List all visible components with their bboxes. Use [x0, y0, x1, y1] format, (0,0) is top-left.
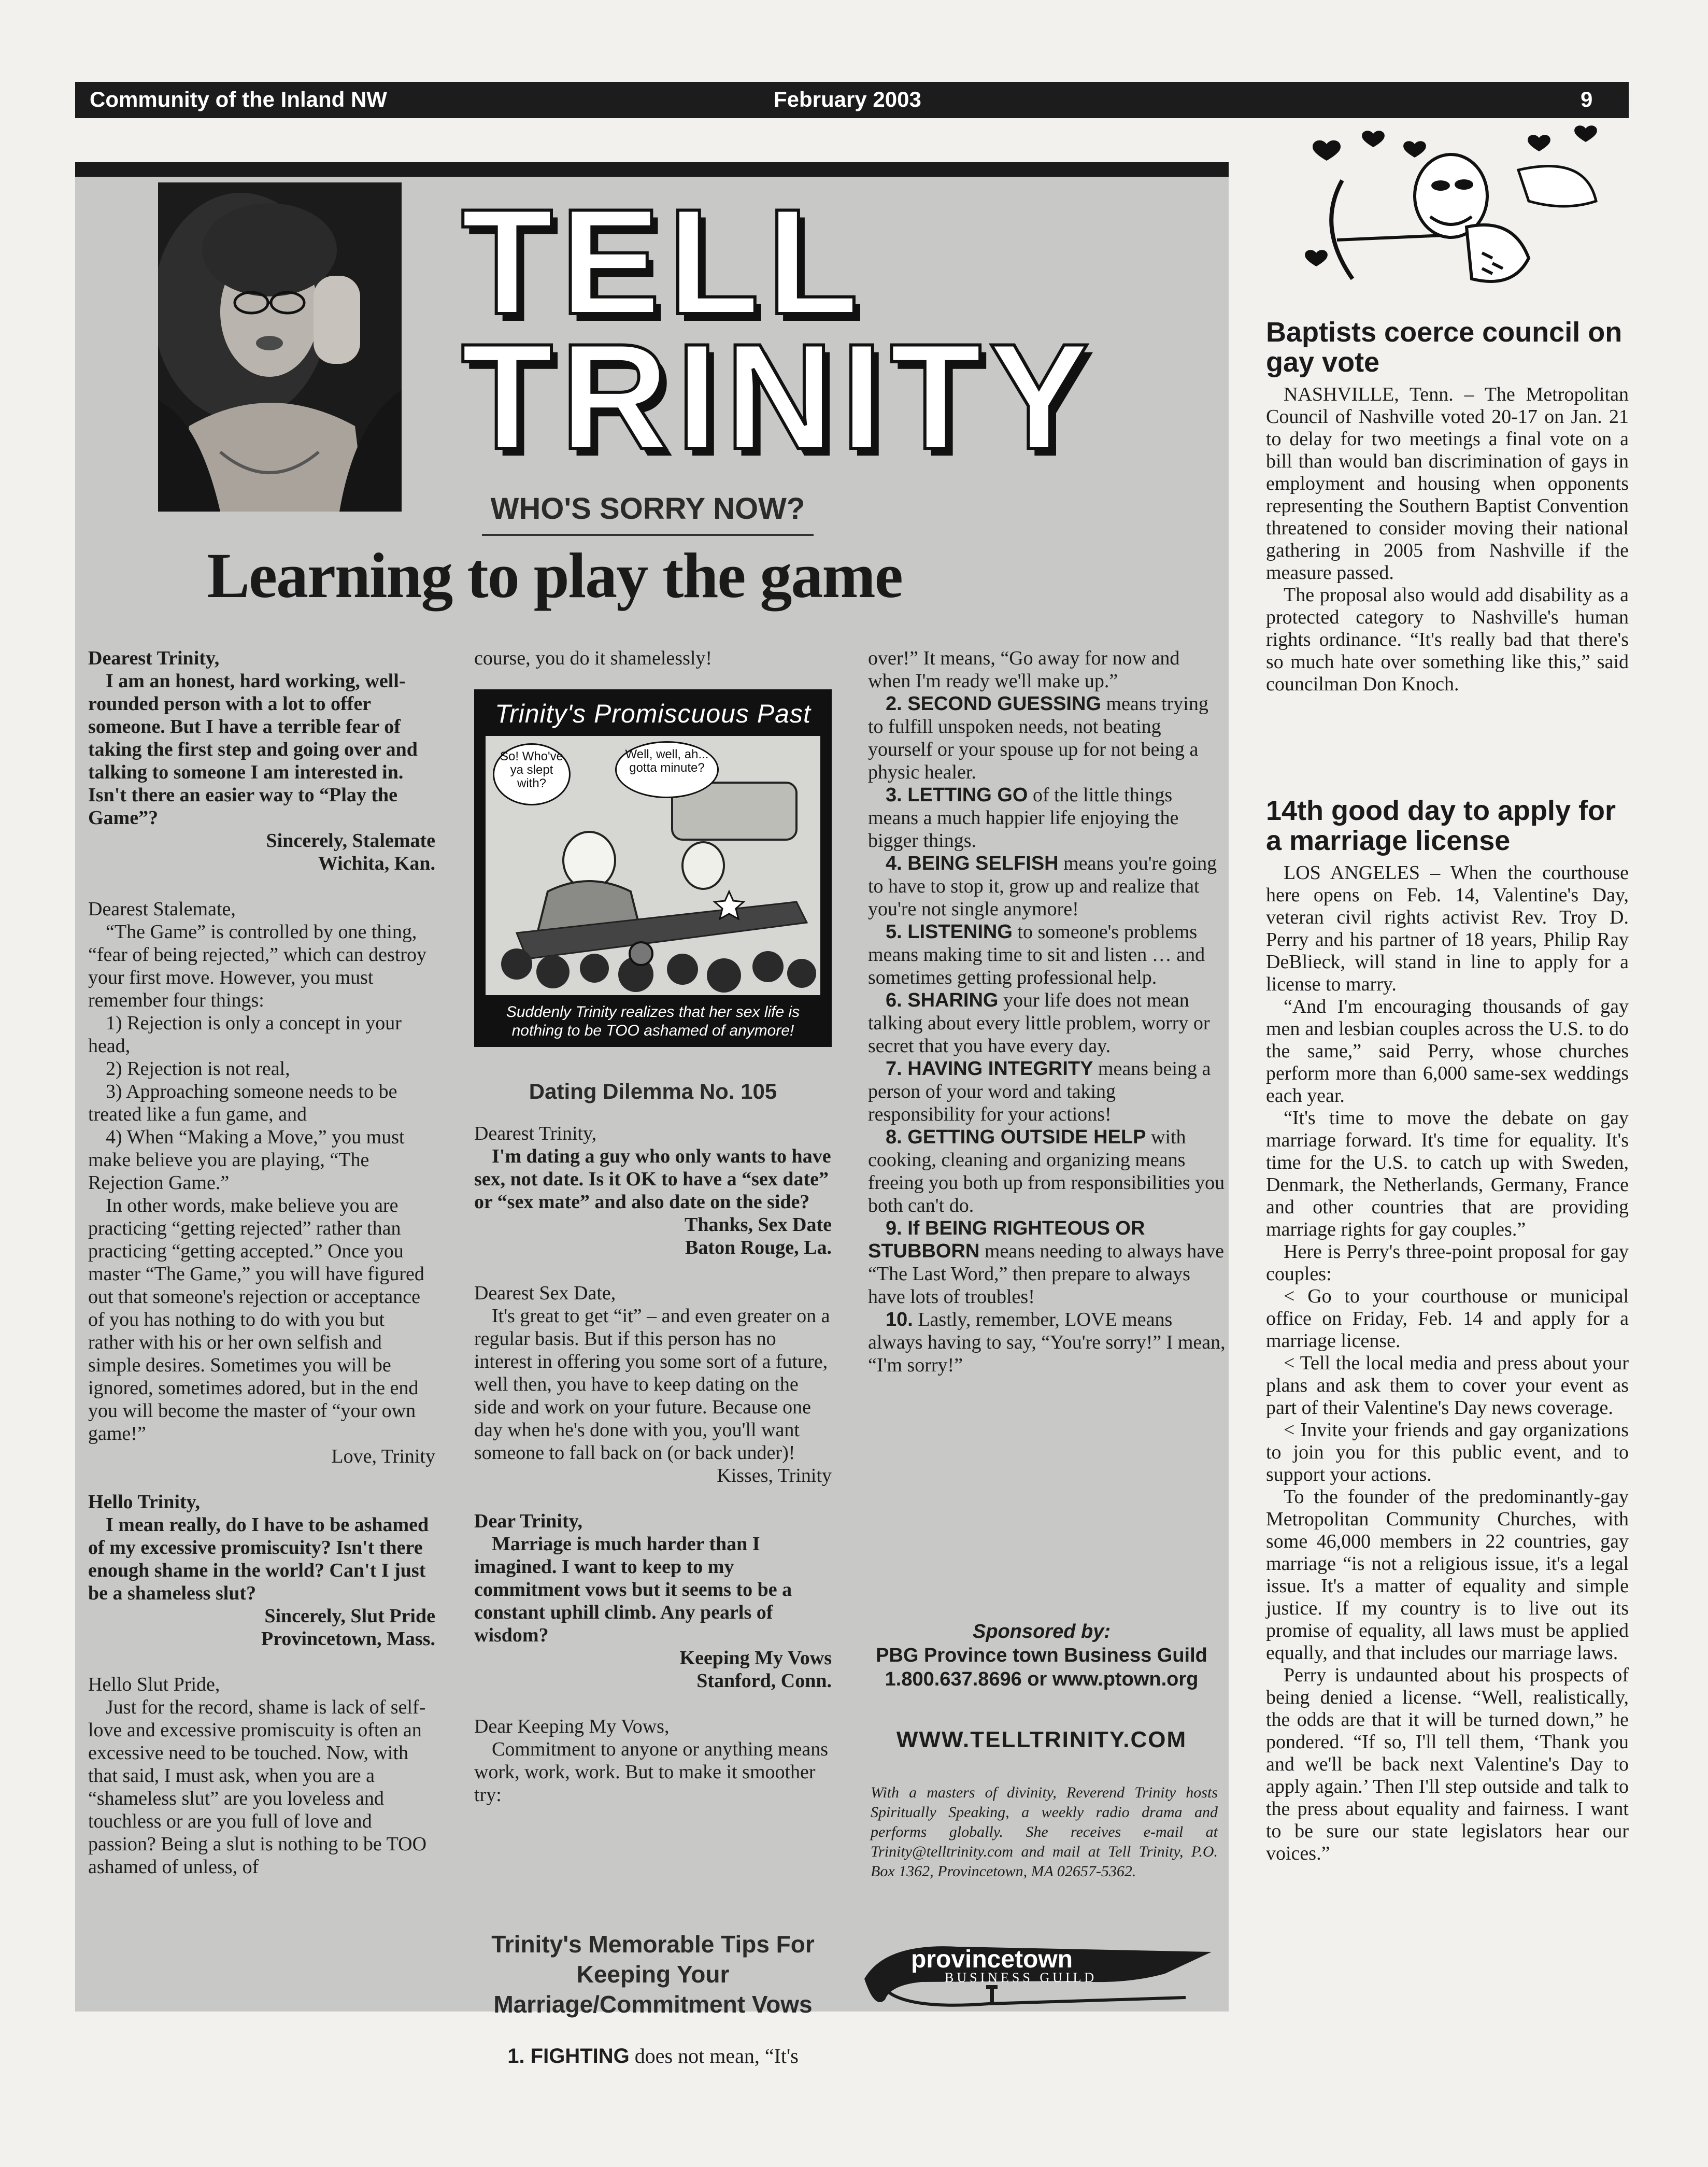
- reply-paragraph: Commitment to anyone or anything means work, work, work. But to make it smoother try:: [474, 1738, 829, 1806]
- letter-location: Baton Rouge, La.: [685, 1237, 832, 1258]
- tip-lead: 2. SECOND GUESSING: [886, 693, 1101, 715]
- letter-greeting: Dear Trinity,: [474, 1510, 582, 1532]
- speech-bubble: So! Who've ya slept with?: [493, 743, 571, 805]
- tip-item: [868, 1126, 1226, 1217]
- tip-text: to someone's problems means making time to sit and listen … and sometimes getting professional help.: [868, 921, 1205, 988]
- tip-lead: 9. If BEING RIGHTEOUS OR STUBBORN: [868, 1217, 1145, 1262]
- letter-location: Stanford, Conn.: [696, 1670, 832, 1692]
- column-3: [868, 647, 1226, 1377]
- tip-text: means you're going to have to stop it, grow up and realize that you're not single anymore!: [868, 853, 1217, 920]
- trinity-portrait-image: [158, 182, 402, 512]
- tip-lead: 5. LISTENING: [886, 921, 1013, 943]
- tip-item: [868, 1308, 1226, 1377]
- tip-text: means needing to always have “The Last Word,” then prepare to always have lots of troubles!: [868, 1240, 1225, 1308]
- issue-date: February 2003: [774, 87, 921, 111]
- tip-lead: 1. FIGHTING: [507, 2045, 630, 2067]
- tips-heading: Trinity's Memorable Tips For Keeping Your Marriage/Commitment Vows: [491, 1931, 815, 2018]
- sponsor-block: [855, 1620, 1228, 1691]
- column-1: [88, 647, 435, 1878]
- tip-continuation: over!” It means, “Go away for now and when I'm ready we'll make up.”: [868, 647, 1180, 692]
- tip-item: [868, 852, 1226, 920]
- article-paragraph: Perry is undaunted about his prospects of being denied a license. “Well, realistically, the odds are that it will be turned down,” he pondered. “If so, I'll tell them, ‘Thank you and we'll be back next Valentine's Day to apply again.’ Then I'll step outside and talk to the press about equality and fairness. I want to be sure our state legislators hear our voices.”: [1266, 1664, 1629, 1864]
- letter-location: Provincetown, Mass.: [261, 1628, 435, 1650]
- dating-dilemma-heading: Dating Dilemma No. 105: [529, 1079, 777, 1103]
- letter-greeting: Dearest Trinity,: [474, 1123, 597, 1144]
- article-paragraph: Here is Perry's three-point proposal for gay couples:: [1266, 1241, 1629, 1285]
- tip-text: of the little things means a much happier life enjoying the bigger things.: [868, 784, 1179, 852]
- letter-body: I am an honest, hard working, well-rounded person with a lot to offer someone. But I have a terrible fear of taking the first step and going over and talking to someone I am interested in. Isn't there an easier way to “Play the Game”?: [88, 670, 418, 829]
- tip-lead: 8. GETTING OUTSIDE HELP: [886, 1126, 1146, 1148]
- article-body: [1266, 384, 1629, 696]
- sponsor-label: Sponsored by:: [972, 1621, 1111, 1642]
- article-paragraph: LOS ANGELES – When the courthouse here opens on Feb. 14, Valentine's Day, veteran civil rights activist Rev. Troy D. Perry and his partner of 18 years, Philip Ray DeBlieck, will stand in line to apply for a license to marry.: [1266, 862, 1629, 995]
- column-2: [474, 647, 832, 670]
- tip-item: [868, 1217, 1226, 1308]
- cartoon-title: Trinity's Promiscuous Past: [495, 699, 811, 728]
- reply-greeting: Dearest Sex Date,: [474, 1282, 616, 1304]
- provincetown-business-guild-logo: [854, 1937, 1217, 2010]
- cupid-illustration: [1296, 123, 1617, 300]
- letter-greeting: Hello Trinity,: [88, 1491, 201, 1513]
- tip-lead: 7. HAVING INTEGRITY: [886, 1058, 1093, 1080]
- letter-body: I mean really, do I have to be ashamed of my excessive promiscuity? Isn't there enough shame in the world? Can't I just be a shameless slut?: [88, 1514, 429, 1604]
- letter-body: Marriage is much harder than I imagined. I want to keep to my commitment vows but it seems to be a constant uphill climb. Any pearls of wisdom?: [474, 1533, 792, 1646]
- article-paragraph: “It's time to move the debate on gay marriage forward. It's time for equality. It's time for the U.S. to catch up with Sweden, Denmark, the Netherlands, Germany, France and other countries that are providing marriage rights for gay couples.”: [1266, 1107, 1629, 1240]
- article-list-item: < Go to your courthouse or municipal office on Friday, Feb. 14 and apply for a marriage license.: [1266, 1285, 1629, 1352]
- tip-item: [474, 2045, 832, 2067]
- tip-item: [868, 692, 1226, 784]
- reply-signature: Love, Trinity: [331, 1446, 435, 1467]
- reply-paragraph: “The Game” is controlled by one thing, “fear of being rejected,” which can destroy your first move. However, you must remember four things:: [88, 921, 427, 1011]
- reply-continuation: course, you do it shamelessly!: [474, 647, 713, 669]
- column-banner-trinity: TRINITY: [461, 313, 1097, 480]
- tip-item: [868, 989, 1226, 1057]
- reply-paragraph: Just for the record, shame is lack of self-love and excessive promiscuity is often an excessive need to be touched. Now, with that said, I must ask, when you are a “shameless slut” are you loveless and touchless or are you full of love and passion? Being a slut is nothing to be TOO ashamed of unless, of: [88, 1696, 427, 1878]
- article-body: [1266, 862, 1629, 1865]
- tip-text: Lastly, remember, LOVE means always having to say, “You're sorry!” I mean, “I'm sorry!”: [868, 1309, 1226, 1376]
- reply-list-item: 4) When “Making a Move,” you must make believe you are playing, “The Rejection Game.”: [88, 1126, 405, 1194]
- sponsor-contact: 1.800.637.8696 or www.ptown.org: [885, 1668, 1199, 1690]
- tip-text: means trying to fulfill unspoken needs, not beating yourself or your spouse up for not being a physic healer.: [868, 693, 1208, 783]
- article-headline: 14th good day to apply for a marriage license: [1266, 795, 1616, 856]
- cartoon-panel: [474, 689, 832, 1047]
- reply-greeting: Hello Slut Pride,: [88, 1674, 220, 1695]
- letter-signature: Thanks, Sex Date: [685, 1214, 832, 1236]
- tip-item: [868, 920, 1226, 989]
- page-number: 9: [1581, 87, 1593, 111]
- letter-signature: Keeping My Vows: [679, 1647, 832, 1669]
- letter-greeting: Dearest Trinity,: [88, 647, 220, 669]
- article-list-item: < Tell the local media and press about your plans and ask them to cover your event as part of their Valentine's Day news coverage.: [1266, 1352, 1629, 1419]
- reply-greeting: Dearest Stalemate,: [88, 898, 236, 920]
- article-headline: Baptists coerce council on gay vote: [1266, 317, 1622, 378]
- logo-wordmark: provincetown: [911, 1946, 1073, 1973]
- article-paragraph: “And I'm encouraging thousands of gay men and lesbian couples across the U.S. to do the same,” said Perry, whose churches perform more than 6,000 same-sex weddings each year.: [1266, 996, 1629, 1107]
- article-paragraph: NASHVILLE, Tenn. – The Metropolitan Council of Nashville voted 20-17 on Jan. 21 to delay for two meetings a final vote on a bill than would ban discrimination of gays in employment and housing when opponents representing the Southern Baptist Convention threatened to consider moving their national gathering in 2005 from Nashville if the measure passed.: [1266, 384, 1629, 584]
- logo-subline: BUSINESS GUILD: [945, 1970, 1098, 1985]
- tip-text: does not mean, “It's: [634, 2044, 799, 2067]
- reply-paragraph: In other words, make believe you are practicing “getting rejected” rather than practicing “getting accepted.” Once you master “The Game,” you will have figured out that someone's rejection or acceptance of you has nothing to do with you but rather with his or her own selfish and simple desires. Sometimes you will be ignored, sometimes adored, but in the end you will become the master of “your own game!”: [88, 1195, 424, 1444]
- reply-greeting: Dear Keeping My Vows,: [474, 1716, 670, 1737]
- author-bio: With a masters of divinity, Reverend Trinity hosts Spiritually Speaking, a weekly radio drama and performs globally. She receives e-mail at Trinity@telltrinity.com and mail at Tell Trinity, P.O. Box 1362, Provincetown, MA 02657-5362.: [871, 1784, 1218, 1880]
- tip-lead: 10.: [886, 1309, 913, 1330]
- letter-signature: Sincerely, Stalemate: [266, 830, 435, 852]
- dating-dilemma: [474, 1122, 832, 1806]
- article-paragraph: To the founder of the predominantly-gay Metropolitan Community Churches, with some 46,000 members in 22 countries, gay marriage “is not a religious issue, it's a legal issue. It's a matter of equality and simple justice. If my country is to live out its promise of equality, all laws must be applied equally, and that includes our marriage laws.: [1266, 1486, 1629, 1664]
- tip-text: your life does not mean talking about every little problem, worry or secret that you have every day.: [868, 989, 1210, 1057]
- kicker-underline: [482, 534, 814, 536]
- article-paragraph: The proposal also would add disability as a protected category to Nashville's human rights ordinance. “It's really bad that there's so much hate over something like this,” said councilman Don Knoch.: [1266, 584, 1629, 695]
- reply-list-item: 2) Rejection is not real,: [106, 1058, 290, 1080]
- section-name: Community of the Inland NW: [90, 87, 387, 111]
- cartoon-illustration: [486, 736, 820, 995]
- reply-list-item: 1) Rejection is only a concept in your head,: [88, 1012, 402, 1057]
- running-header: [75, 82, 1629, 118]
- letter-body: I'm dating a guy who only wants to have sex, not date. Is it OK to have a “sex date” or “sex mate” and also date on the side?: [474, 1145, 831, 1213]
- reply-list-item: 3) Approaching someone needs to be treated like a fun game, and: [88, 1081, 397, 1125]
- speech-bubble: Well, well, ah... gotta minute?: [615, 741, 719, 798]
- cartoon-caption: Suddenly Trinity realizes that her sex life is nothing to be TOO ashamed of anymore!: [506, 1003, 800, 1039]
- letter-signature: Sincerely, Slut Pride: [264, 1605, 435, 1627]
- tip-lead: 3. LETTING GO: [886, 784, 1028, 806]
- tip-lead: 6. SHARING: [886, 989, 999, 1011]
- kicker: WHO'S SORRY NOW?: [490, 492, 805, 526]
- headline: Learning to play the game: [207, 540, 902, 611]
- letter-location: Wichita, Kan.: [318, 853, 435, 874]
- sponsor-name: PBG Province town Business Guild: [876, 1645, 1207, 1666]
- article-list-item: < Invite your friends and gay organizations to join you for this public event, and to support your actions.: [1266, 1419, 1629, 1485]
- reply-paragraph: It's great to get “it” – and even greater on a regular basis. But if this person has no interest in offering you some sort of a future, well then, you have to keep dating on the side and work on your future. Because one day when he's done with you, you'll want someone to fall back on (or back under)!: [474, 1305, 830, 1464]
- tip-lead: 4. BEING SELFISH: [886, 853, 1059, 874]
- tip-item: [868, 1057, 1226, 1126]
- tip-item: [868, 784, 1226, 852]
- reply-signature: Kisses, Trinity: [717, 1465, 832, 1486]
- website-url: WWW.TELLTRINITY.COM: [896, 1727, 1187, 1752]
- tip-text: means being a person of your word and taking responsibility for your actions!: [868, 1058, 1211, 1125]
- tip-text: with cooking, cleaning and organizing means freeing you both up from responsibilities you both can't do.: [868, 1126, 1225, 1216]
- column-banner-tell: TELL: [461, 178, 866, 346]
